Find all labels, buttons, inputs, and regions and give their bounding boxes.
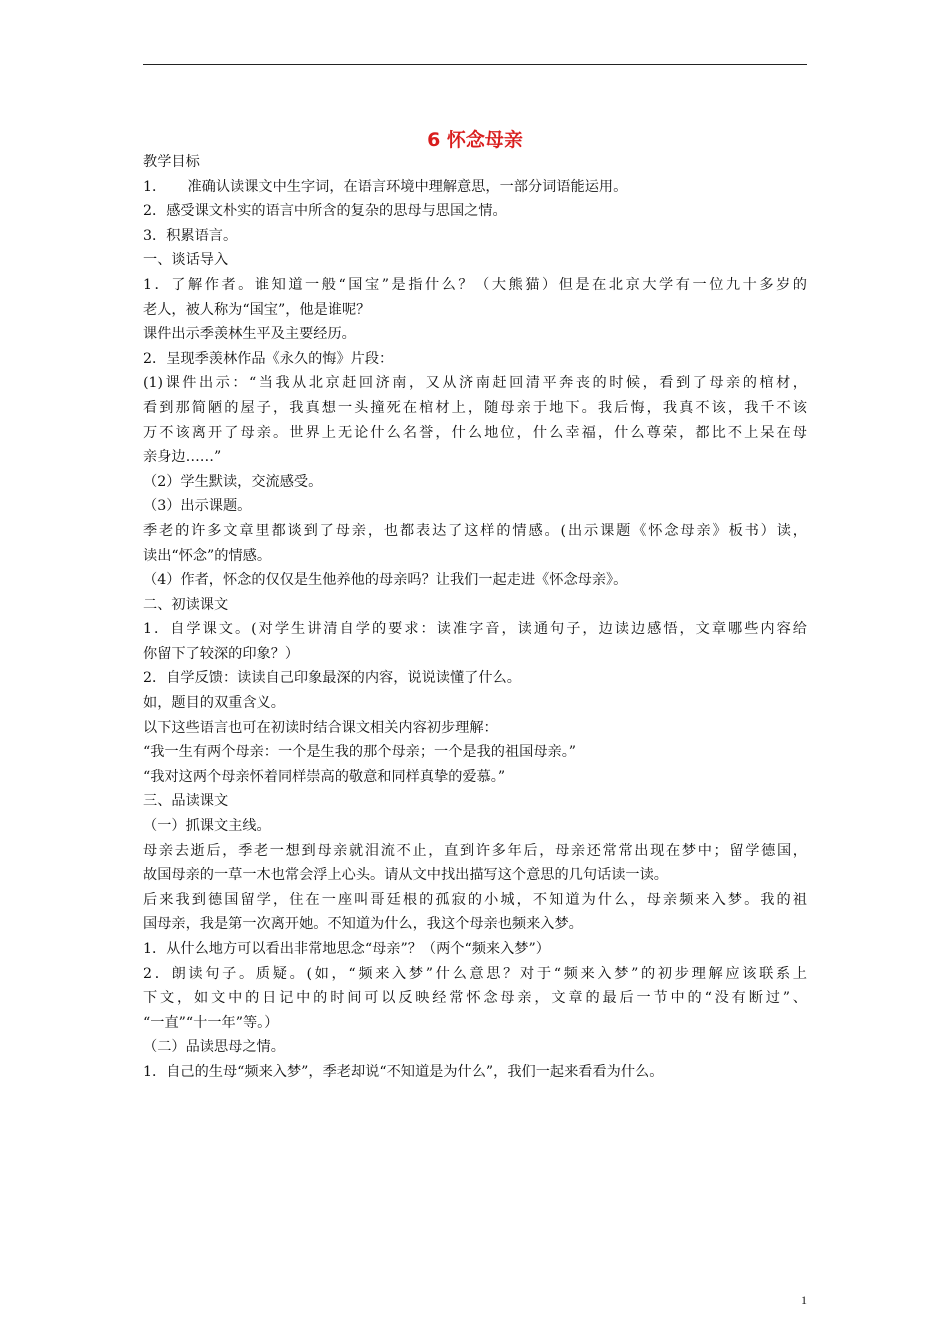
text-line: （3）出示课题。 (143, 498, 252, 515)
text-line: （2）学生默读，交流感受。 (143, 473, 323, 490)
text-line: 老人，被人称为“国宝”，他是谁呢？ (143, 301, 371, 318)
text-line: 下文，如文中的日记中的时间可以反映经常怀念母亲，文章的最后一节中的“没有断过”、 (143, 990, 807, 1007)
text-line: (1)课件出示：“当我从北京赶回济南，又从济南赶回清平奔丧的时候，看到了母亲的棺材， (143, 375, 807, 392)
text-line: 如，题目的双重含义。 (143, 695, 285, 712)
text-line: 2．感受课文朴实的语言中所含的复杂的思母与思国之情。 (143, 203, 507, 220)
text-line: “我对这两个母亲怀着同样崇高的敬意和同样真挚的爱慕。” (143, 768, 506, 785)
text-line: 1．自己的生母“频来入梦”，季老却说“不知道是为什么”，我们一起来看看为什么。 (143, 1063, 664, 1080)
text-line: 读出“怀念”的情感。 (143, 547, 272, 564)
lesson-body (143, 150, 807, 1085)
text-line: 母亲去逝后，季老一想到母亲就泪流不止，直到许多年后，母亲还常常出现在梦中；留学德国， (143, 842, 807, 859)
text-line: 教学目标 (143, 154, 200, 170)
text-line: 万不该离开了母亲。世界上无论什么名誉，什么地位，什么幸福，什么尊荣，都比不上呆在母 (143, 424, 807, 441)
header-rule (143, 64, 807, 65)
text-line: 后来我到德国留学，住在一座叫哥廷根的孤寂的小城，不知道为什么，母亲频来入梦。我的祖 (143, 891, 807, 908)
text-line: 亲身边……” (143, 449, 222, 466)
text-line: 故国母亲的一草一木也常会浮上心头。请从文中找出描写这个意思的几句话读一读。 (143, 867, 668, 884)
text-line: 1．了解作者。谁知道一般“国宝”是指什么？（大熊猫）但是在北京大学有一位九十多岁的 (143, 276, 807, 293)
text-line: 一、谈话导入 (143, 252, 229, 269)
text-line: 2．自学反馈：读读自己印象最深的内容，说说读懂了什么。 (143, 670, 521, 687)
text-line: （一）抓课文主线。 (143, 818, 271, 835)
text-line: 你留下了较深的印象？） (143, 645, 300, 662)
text-line: 以下这些语言也可在初读时结合课文相关内容初步理解： (143, 719, 498, 736)
text-line: 课件出示季羡林生平及主要经历。 (143, 326, 356, 343)
text-line: 1．自学课文。(对学生讲清自学的要求：读准字音，读通句子，边读边感悟，文章哪些内容给 (143, 621, 807, 638)
text-line: 1． 准确认读课文中生字词，在语言环境中理解意思，一部分词语能运用。 (143, 178, 628, 195)
text-line: （4）作者，怀念的仅仅是生他养他的母亲吗？让我们一起走进《怀念母亲》。 (143, 572, 628, 589)
text-line: “一直”“十一年”等。） (143, 1014, 279, 1031)
lesson-title: 6 怀念母亲 (427, 129, 523, 151)
text-line: 1．从什么地方可以看出非常地思念“母亲”？（两个“频来入梦”） (143, 941, 550, 957)
text-line: 三、品读课文 (143, 793, 229, 810)
text-line: 二、初读课文 (143, 596, 229, 613)
text-line: 国母亲，我是第一次离开她。不知道为什么，我这个母亲也频来入梦。 (143, 916, 583, 933)
text-line: 季老的许多文章里都谈到了母亲，也都表达了这样的情感。(出示课题《怀念母亲》板书）读， (143, 522, 807, 539)
text-line: 3．积累语言。 (143, 227, 238, 244)
text-line: 看到那简陋的屋子，我真想一头撞死在棺材上，随母亲于地下。我后悔，我真不该，我千不该 (143, 399, 807, 416)
text-line: 2．呈现季羡林作品《永久的悔》片段： (143, 350, 394, 367)
page-number: 1 (801, 1293, 807, 1307)
text-line: “我一生有两个母亲：一个是生我的那个母亲；一个是我的祖国母亲。” (143, 744, 577, 761)
text-line: （二）品读思母之情。 (143, 1039, 285, 1056)
text-line: 2．朗读句子。质疑。(如，“频来入梦”什么意思？对于“频来入梦”的初步理解应该联系上 (143, 965, 807, 982)
